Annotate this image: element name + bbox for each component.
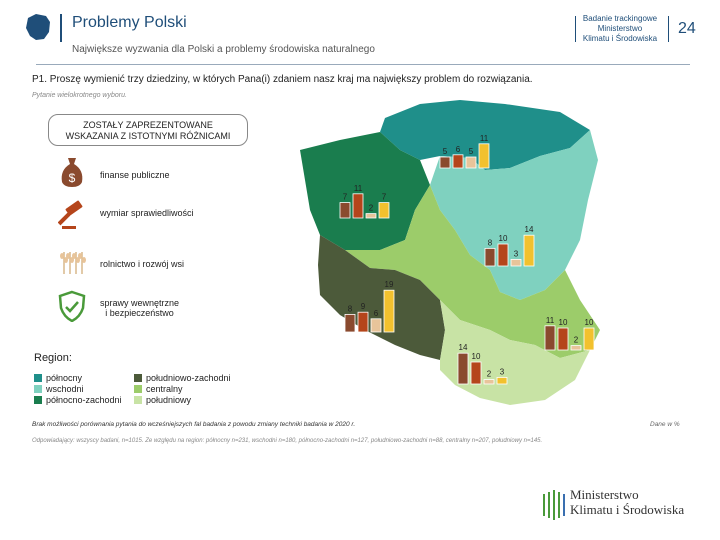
page-number: 24 <box>678 20 696 37</box>
region-bar-value: 3 <box>499 367 505 377</box>
footnote: Brak możliwości porównania pytania do wcześniejszych fal badania z powodu zmiany techniki badania w 2020 r. <box>32 421 356 428</box>
region-bar-value: 14 <box>524 225 534 235</box>
region-bar-value: 6 <box>455 144 461 154</box>
region-bar-value: 19 <box>384 280 394 290</box>
region-bar <box>353 194 363 218</box>
legend-item-wschodni <box>34 383 122 394</box>
region-bar <box>379 203 389 218</box>
legend-label: południowo-zachodni <box>146 372 231 383</box>
base-info: Odpowiadający: wszyscy badani, n=1015. Ze względu na region: północny n=231, wschodni n=180, północno-zachodni n=127, południowo-zachodni n=88, centralny n=207, południowy n=145. <box>32 438 543 444</box>
region-bar <box>498 244 508 266</box>
legend-label: południowy <box>146 394 192 405</box>
region-bar <box>558 328 568 350</box>
region-bar <box>471 362 481 384</box>
region-bar <box>384 290 394 332</box>
legend-label: północny <box>46 372 83 383</box>
region-bar <box>511 259 521 266</box>
ministry-line-2: Klimatu i Środowiska <box>570 502 685 517</box>
study-line-1: Badanie trackingowe <box>582 14 658 23</box>
region-bar <box>524 235 534 266</box>
legend-swatch <box>34 374 42 382</box>
region-bar <box>485 248 495 266</box>
region-bar-value: 8 <box>347 304 353 314</box>
legend-item-centralny <box>134 383 231 394</box>
differences-line-2: WSKAZANIA Z ISTOTNYMI RÓŻNICAMI <box>65 131 231 141</box>
study-line-3: Klimatu i Środowiska <box>582 34 658 43</box>
ministry-line-1: Ministerstwo <box>570 487 639 502</box>
page-subtitle: Największe wyzwania dla Polski a problemy środowiska naturalnego <box>72 44 375 55</box>
data-unit-note: Dane w % <box>650 421 680 428</box>
region-bar <box>479 144 489 168</box>
region-bar-value: 7 <box>381 192 387 202</box>
region-bar <box>584 328 594 350</box>
region-bar-value: 8 <box>487 238 493 248</box>
legend-item-poludniowo-zachodni <box>134 372 231 383</box>
region-bar-value: 10 <box>471 352 481 361</box>
region-bar <box>358 312 368 332</box>
legend-column-1 <box>34 372 122 405</box>
differences-line-1: ZOSTAŁY ZAPREZENTOWANE <box>83 120 213 130</box>
region-bar-value: 9 <box>360 302 366 312</box>
question-note: Pytanie wielokrotnego wyboru. <box>32 92 127 99</box>
region-bar <box>440 157 450 168</box>
region-bar-value: 7 <box>342 192 348 202</box>
region-bar <box>366 214 376 218</box>
legend-label: wschodni <box>46 383 84 394</box>
legend-title: Region: <box>34 352 72 364</box>
region-bar <box>345 314 355 332</box>
region-bar-value: 5 <box>442 147 448 156</box>
category-label-finance: finanse publiczne <box>100 170 170 180</box>
region-bar-value: 3 <box>513 249 519 259</box>
region-bar-value: 2 <box>573 335 579 345</box>
ministry-emblem-icon <box>540 488 568 522</box>
region-bar-value: 11 <box>479 133 489 143</box>
region-bar <box>545 326 555 350</box>
region-bar <box>484 380 494 384</box>
region-bar <box>453 155 463 168</box>
legend-swatch <box>34 385 42 393</box>
region-bar <box>340 203 350 218</box>
region-bar-value: 10 <box>584 318 594 327</box>
legend-label: północno-zachodni <box>46 394 122 405</box>
legend-swatch <box>134 374 142 382</box>
question-text: P1. Proszę wymienić trzy dziedziny, w których Pana(i) zdaniem nasz kraj ma największy problem do rozwiązania. <box>32 74 533 85</box>
region-bar-value: 10 <box>498 234 508 243</box>
legend-item-poludniowy <box>134 394 231 405</box>
region-bar <box>458 353 468 384</box>
page-title: Problemy Polski <box>72 14 187 31</box>
category-label-interior: sprawy wewnętrzne i bezpieczeństwo <box>100 298 180 318</box>
legend-swatch <box>34 396 42 404</box>
region-bar-value: 10 <box>558 318 568 327</box>
region-bar-value: 11 <box>353 183 363 193</box>
region-bar-value: 2 <box>368 203 374 213</box>
category-label-justice: wymiar sprawiedliwości <box>100 208 194 218</box>
region-bar-value: 2 <box>486 369 492 379</box>
region-bar <box>466 157 476 168</box>
study-line-2: Ministerstwo <box>597 24 643 33</box>
category-label-agriculture: rolnictwo i rozwój wsi <box>100 259 185 269</box>
region-bar-value: 6 <box>373 308 379 318</box>
region-bar <box>571 346 581 350</box>
legend-item-polnocno-zachodni <box>34 394 122 405</box>
region-bar <box>497 377 507 384</box>
region-bar-value: 14 <box>458 343 468 353</box>
legend-column-2 <box>134 372 231 405</box>
ministry-name <box>570 487 684 517</box>
region-bar-value: 11 <box>545 315 555 325</box>
region-bar <box>371 319 381 332</box>
legend-item-polnocny <box>34 372 122 383</box>
svg-text:$: $ <box>68 171 76 185</box>
legend-label: centralny <box>146 383 183 394</box>
region-bar-value: 5 <box>468 147 474 156</box>
legend-swatch <box>134 396 142 404</box>
legend-swatch <box>134 385 142 393</box>
